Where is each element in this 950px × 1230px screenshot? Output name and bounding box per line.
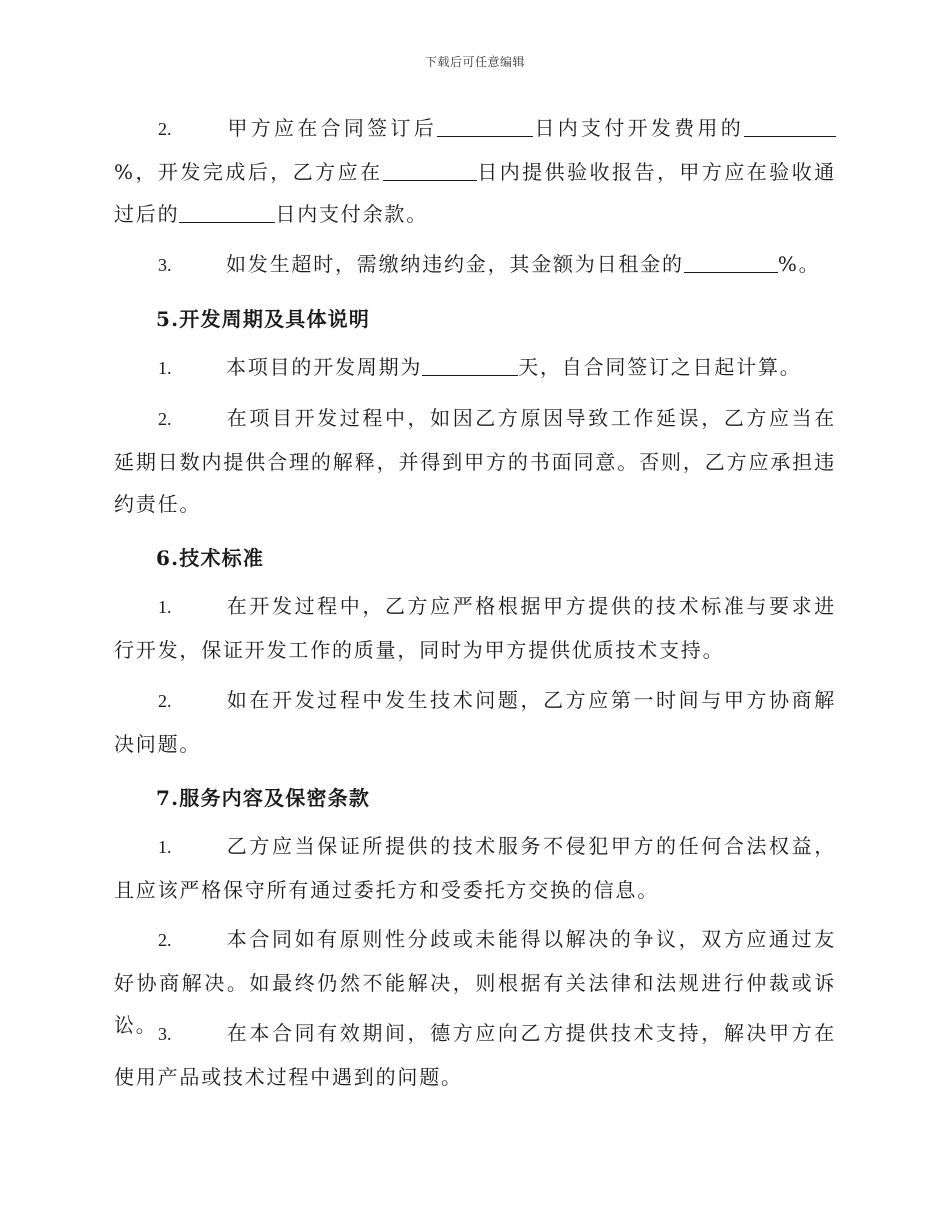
clause-text: 如发生超时，需缴纳违约金，其金额为日租金的 <box>226 252 684 276</box>
clause-number: 1. <box>158 837 172 857</box>
clause-number: 2. <box>158 409 172 429</box>
fill-blank <box>179 203 275 223</box>
clause-penalty <box>114 243 836 287</box>
clause-number: 2. <box>158 691 172 711</box>
clause-text: 在开发过程中，乙方应严格根据甲方提供的技术标准与要求进行开发，保证开发工作的质量，同时为甲方提供优质技术支持。 <box>114 594 836 662</box>
clause-text: 在项目开发过程中，如因乙方原因导致工作延误，乙方应当在延期日数内提供合理的解释，并得到甲方的书面同意。否则，乙方应承担违约责任。 <box>114 406 836 516</box>
fill-blank <box>422 356 518 376</box>
clause-text: 日内支付余款。 <box>275 202 429 226</box>
section-heading-5: 5.开发周期及具体说明 <box>156 307 371 331</box>
clause-confidentiality <box>114 825 836 911</box>
clause-number: 3. <box>158 255 172 275</box>
clause-number: 2. <box>158 119 172 139</box>
clause-text: %，开发完成后，乙方应在 <box>114 159 383 184</box>
clause-number: 3. <box>158 1024 172 1044</box>
fill-blank <box>437 117 533 137</box>
clause-text: 在本合同有效期间，德方应向乙方提供技术支持，解决甲方在使用产品或技术过程中遇到的问题。 <box>114 1021 836 1089</box>
clause-number: 2. <box>158 930 172 950</box>
clause-tech-issue <box>114 679 836 765</box>
clause-payment <box>114 107 836 236</box>
fill-blank <box>744 117 836 137</box>
clause-text: 乙方应当保证所提供的技术服务不侵犯甲方的任何合法权益，且应该严格保守所有通过委托方和受委托方交换的信息。 <box>114 834 836 902</box>
fill-blank <box>684 253 778 273</box>
clause-text: 本项目的开发周期为 <box>226 355 423 379</box>
clause-support <box>114 1012 836 1098</box>
clause-text: 甲方应在合同签订后 <box>226 116 437 140</box>
clause-text: 如在开发过程中发生技术问题，乙方应第一时间与甲方协商解决问题。 <box>114 688 836 756</box>
fill-blank <box>383 161 477 181</box>
clause-text: 天，自合同签订之日起计算。 <box>518 355 802 379</box>
clause-text: %。 <box>777 252 821 276</box>
clause-period <box>114 346 836 390</box>
section-heading-7: 7.服务内容及保密条款 <box>156 786 371 810</box>
clause-text: 日内提供验收报告，甲方应在验收通过后的 <box>114 159 836 226</box>
clause-number: 1. <box>158 358 172 378</box>
clause-delay <box>114 397 836 526</box>
clause-number: 1. <box>158 597 172 617</box>
page-header: 下载后可任意编辑 <box>424 55 525 69</box>
clause-tech-standard <box>114 585 836 671</box>
section-heading-6: 6.技术标准 <box>156 546 265 570</box>
clause-text: 日内支付开发费用的 <box>533 116 744 140</box>
clause-text: 本合同如有原则性分歧或未能得以解决的争议，双方应通过友好协商解决。如最终仍然不能解决，则根据有关法律和法规进行仲裁或诉讼。 <box>114 927 836 1037</box>
